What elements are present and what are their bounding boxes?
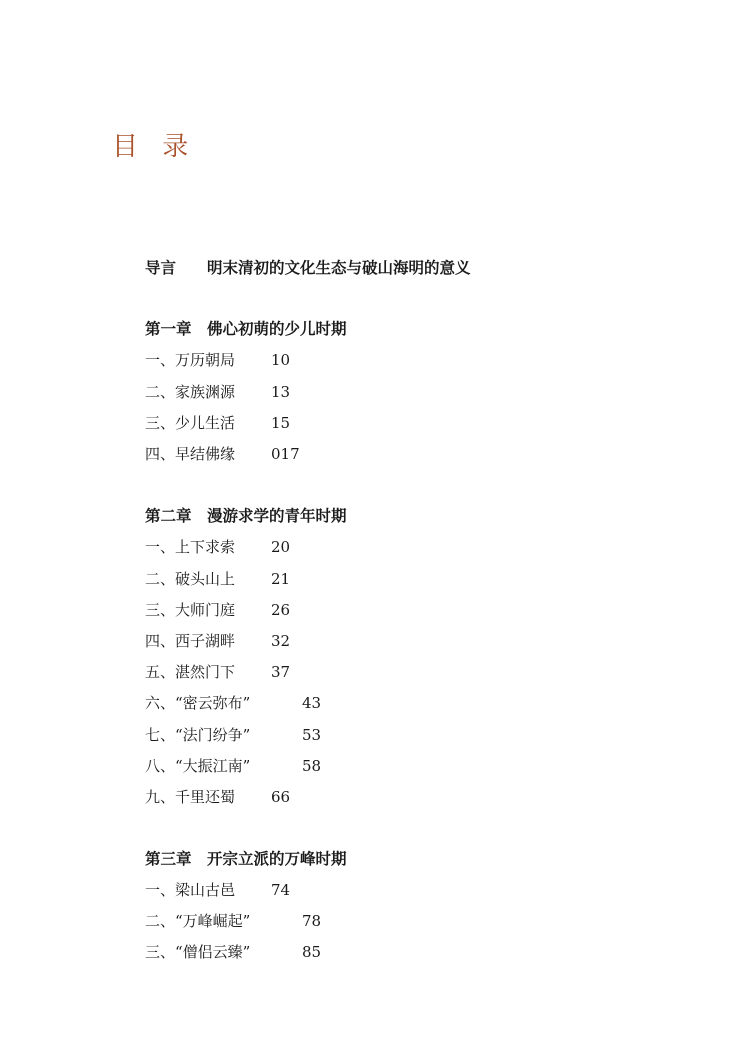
toc-entry[interactable]: [145, 787, 291, 807]
entry-label: 九、千里还蜀: [145, 788, 236, 806]
toc-entry[interactable]: [145, 880, 291, 900]
entry-label: 二、“万峰崛起”: [145, 912, 251, 930]
entry-page: 13: [271, 383, 291, 401]
toc-entry[interactable]: [145, 444, 300, 464]
toc-entry[interactable]: [145, 600, 291, 620]
entry-label: 六、“密云弥布”: [145, 694, 251, 712]
entry-label: 二、家族渊源: [145, 383, 236, 401]
intro-title: 明末清初的文化生态与破山海明的意义: [207, 258, 471, 277]
entry-page: 74: [271, 881, 291, 899]
entry-page: 20: [271, 538, 291, 556]
entry-page: 66: [271, 788, 291, 806]
entry-label: 一、梁山古邑: [145, 881, 236, 899]
entry-page: 10: [271, 351, 291, 369]
chapter-number: 第一章: [145, 319, 192, 338]
chapter-number: 第三章: [145, 849, 192, 868]
entry-page: 017: [271, 445, 300, 463]
entry-page: 21: [271, 570, 291, 588]
entry-label: 四、西子湖畔: [145, 632, 236, 650]
entry-label: 三、少儿生活: [145, 414, 236, 432]
toc-entry[interactable]: [145, 942, 322, 962]
entry-page: 15: [271, 414, 291, 432]
toc-entry[interactable]: [145, 693, 322, 713]
entry-page: 78: [302, 912, 322, 930]
chapter-title: 开宗立派的万峰时期: [207, 849, 347, 868]
toc-entry[interactable]: [145, 569, 291, 589]
entry-label: 三、“僧侣云臻”: [145, 943, 251, 961]
toc-entry[interactable]: [145, 662, 291, 682]
entry-page: 53: [302, 726, 322, 744]
entry-label: 八、“大振江南”: [145, 757, 251, 775]
toc-entry[interactable]: [145, 537, 291, 557]
entry-label: 二、破头山上: [145, 570, 236, 588]
entry-label: 五、湛然门下: [145, 663, 236, 681]
intro-heading[interactable]: [145, 258, 471, 278]
entry-label: 七、“法门纷争”: [145, 726, 251, 744]
chapter-heading[interactable]: [145, 506, 347, 526]
chapter-title: 佛心初萌的少儿时期: [207, 319, 347, 338]
entry-page: 37: [271, 663, 291, 681]
toc-entry[interactable]: [145, 382, 291, 402]
page-title: 目 录: [112, 132, 197, 162]
entry-page: 43: [302, 694, 322, 712]
entry-page: 26: [271, 601, 291, 619]
chapter-number: 第二章: [145, 506, 192, 525]
toc-entry[interactable]: [145, 631, 291, 651]
entry-page: 85: [302, 943, 322, 961]
toc-entry[interactable]: [145, 413, 291, 433]
entry-label: 四、早结佛缘: [145, 445, 236, 463]
toc-entry[interactable]: [145, 756, 322, 776]
toc-entry[interactable]: [145, 911, 322, 931]
chapter-heading[interactable]: [145, 319, 347, 339]
intro-number: 导言: [145, 258, 177, 277]
toc-entry[interactable]: [145, 725, 322, 745]
entry-page: 58: [302, 757, 322, 775]
entry-label: 一、上下求索: [145, 538, 236, 556]
entry-page: 32: [271, 632, 291, 650]
chapter-heading[interactable]: [145, 849, 347, 869]
chapter-title: 漫游求学的青年时期: [207, 506, 347, 525]
entry-label: 三、大师门庭: [145, 601, 236, 619]
entry-label: 一、万历朝局: [145, 351, 236, 369]
toc-entry[interactable]: [145, 350, 291, 370]
